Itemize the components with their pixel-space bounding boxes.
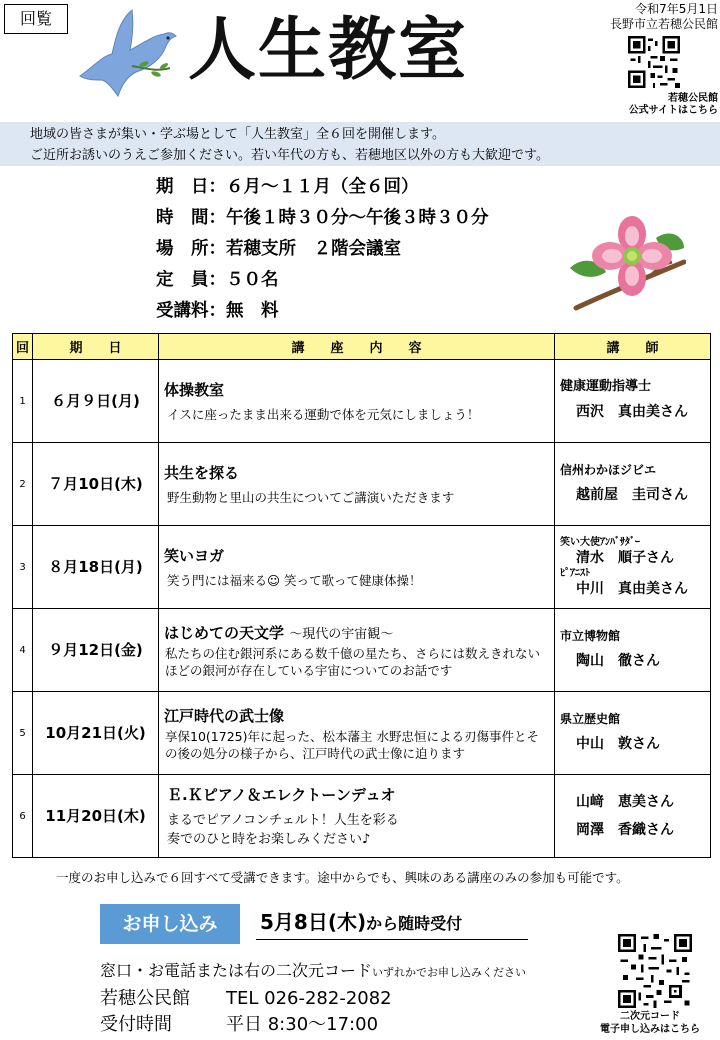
info-capacity: 定 員：５０名 <box>156 270 279 290</box>
lecturer-name: 西沢 真由美さん <box>576 404 688 420</box>
website-qr-code[interactable] <box>628 36 680 88</box>
lecture-title: 笑いヨガ <box>164 547 225 565</box>
lecture-description: まるでピアノコンチェルト！人生を彩る奏でのひと時をお楽しみください♪ <box>167 812 399 847</box>
apply-method-main: 窓口・お電話または右の二次元コード <box>100 961 373 980</box>
row-content <box>159 692 555 775</box>
participation-note: 一度のお申し込みで６回すべて受講できます。途中からでも、興味のある講座のみの参加も可能です。 <box>56 870 629 885</box>
row-date: ７月10日(木) <box>33 443 159 526</box>
lecture-title: Ｅ.Ｋピアノ＆エレクトーンデュオ <box>167 785 396 804</box>
lecture-title: 江戸時代の武士像 <box>164 706 285 725</box>
accept-date <box>256 907 528 940</box>
row-content <box>159 609 555 692</box>
hours-value: 平日 8:30～17:00 <box>226 1014 379 1035</box>
qr-caption-site: 公式サイトはこちら <box>628 105 718 116</box>
accept-date-main: 5月8日(木) <box>260 910 367 934</box>
table-row <box>13 360 711 443</box>
page-title: 人生教室 <box>188 11 469 90</box>
application-qr-code[interactable] <box>618 934 692 1008</box>
hours-label: 受付時間 <box>100 1014 172 1035</box>
row-lecturer <box>555 775 711 858</box>
dove-illustration <box>72 6 180 102</box>
row-lecturer <box>555 609 711 692</box>
lecture-title: はじめての天文学 <box>164 623 285 642</box>
row-date: 10月21日(火) <box>33 692 159 775</box>
qr2-caption-1: 二次元コード <box>620 1011 680 1022</box>
lecture-description: 享保10(1725)年に起った、松本藩主 水野忠恒による刃傷事件とその後の処分の様子から、江戸時代の武士像に迫ります <box>165 728 539 761</box>
issue-info <box>560 2 718 32</box>
table-header-row <box>13 334 711 360</box>
row-content <box>159 526 555 609</box>
qr2-caption-2: 電子申し込みはこちら <box>600 1024 700 1035</box>
lecturer-org: 笑い大使ｱﾝﾊﾞｻﾀﾞｰ <box>560 537 640 548</box>
lecturer-name: 山﨑 恵美さん <box>576 794 674 810</box>
contact-tel-row <box>100 986 392 1012</box>
row-number: 4 <box>13 609 33 692</box>
row-date: 11月20日(木) <box>33 775 159 858</box>
row-lecturer <box>555 360 711 443</box>
lecture-subtitle: ～現代の宇宙観～ <box>289 626 394 642</box>
contact-org: 若穂公民館 <box>100 988 190 1009</box>
info-fee: 受講料：無 料 <box>156 301 279 321</box>
row-lecturer <box>555 526 711 609</box>
apply-method-tail: いずれかでお申し込みください <box>372 966 527 979</box>
row-number: 2 <box>13 443 33 526</box>
lecturer-name: 陶山 徹さん <box>576 653 660 669</box>
publisher: 長野市立若穂公民館 <box>609 17 718 31</box>
table-row <box>13 609 711 692</box>
lecturer-org: 市立博物館 <box>560 629 621 643</box>
lecture-title: 共生を探る <box>164 464 240 482</box>
event-info <box>156 172 489 327</box>
row-number: 6 <box>13 775 33 858</box>
dogwood-flower-illustration <box>566 208 686 312</box>
info-place: 場 所：若穂支所 ２階会議室 <box>156 239 401 259</box>
lecturer-name: 越前屋 圭司さん <box>576 487 688 503</box>
lecturer-org: 信州わかほジビエ <box>560 463 657 477</box>
lecturer-org: 健康運動指導士 <box>560 379 652 394</box>
kairan-box: 回覧 <box>4 4 68 34</box>
lecturer-name: 中川 真由美さん <box>576 581 688 597</box>
row-content <box>159 360 555 443</box>
row-date: ６月９日(月) <box>33 360 159 443</box>
intro-line-1: 地域の皆さまが集い・学ぶ場として「人生教室」全６回を開催します。 <box>30 127 445 142</box>
row-date: ９月12日(金) <box>33 609 159 692</box>
website-qr-caption <box>560 93 718 117</box>
intro-line-2: ご近所お誘いのうえご参加ください。若い年代の方も、若穂地区以外の方も大歓迎です。 <box>30 148 549 163</box>
lecture-description: 野生動物と里山の共生についてご講演いただきます <box>167 490 455 505</box>
row-number: 3 <box>13 526 33 609</box>
lecture-title: 体操教室 <box>164 381 225 399</box>
row-number: 1 <box>13 360 33 443</box>
lecturer-org: 県立歴史館 <box>560 712 621 726</box>
row-content <box>159 775 555 858</box>
lecturer-name: 岡澤 香織さん <box>576 822 674 838</box>
apply-label: お申し込み <box>100 904 240 944</box>
header-content: 講 座 内 容 <box>159 334 555 360</box>
contact-hours-row <box>100 1012 392 1038</box>
header-date: 期 日 <box>33 334 159 360</box>
table-row <box>13 526 711 609</box>
contact-info <box>100 986 392 1038</box>
issue-date: 令和7年5月1日 <box>635 2 718 16</box>
qr-caption-org: 若穂公民館 <box>668 93 718 104</box>
lecture-description: 笑う門には福来る☺ 笑って歌って健康体操！ <box>167 573 422 588</box>
contact-tel[interactable]: TEL 026-282-2082 <box>226 988 392 1009</box>
header-no: 回 <box>13 334 33 360</box>
table-row <box>13 775 711 858</box>
schedule-table <box>12 333 711 858</box>
row-number: 5 <box>13 692 33 775</box>
apply-method <box>100 958 526 981</box>
intro-banner <box>0 122 720 166</box>
application-qr-caption <box>580 1010 720 1036</box>
lecture-title-line <box>159 622 554 643</box>
info-period: 期 日：６月～１１月（全６回） <box>156 177 419 197</box>
lecture-description: イスに座ったまま出来る運動で体を元気にしましょう！ <box>167 407 480 422</box>
lecture-description: 私たちの住む銀河系にある数千億の星たち、さらには数えきれないほどの銀河が存在している宇宙についてのお話です <box>165 645 541 678</box>
row-lecturer <box>555 692 711 775</box>
table-row <box>13 692 711 775</box>
row-content <box>159 443 555 526</box>
accept-date-tail: から随時受付 <box>366 914 463 933</box>
lecturer-name: 中山 敦さん <box>576 736 660 752</box>
table-row <box>13 443 711 526</box>
row-lecturer <box>555 443 711 526</box>
info-time: 時 間：午後１時３０分～午後３時３０分 <box>156 208 489 228</box>
lecturer-org: ﾋﾟｱﾆｽﾄ <box>560 568 590 579</box>
lecturer-name: 清水 順子さん <box>576 550 674 566</box>
header-lecturer: 講 師 <box>555 334 711 360</box>
row-date: ８月18日(月) <box>33 526 159 609</box>
